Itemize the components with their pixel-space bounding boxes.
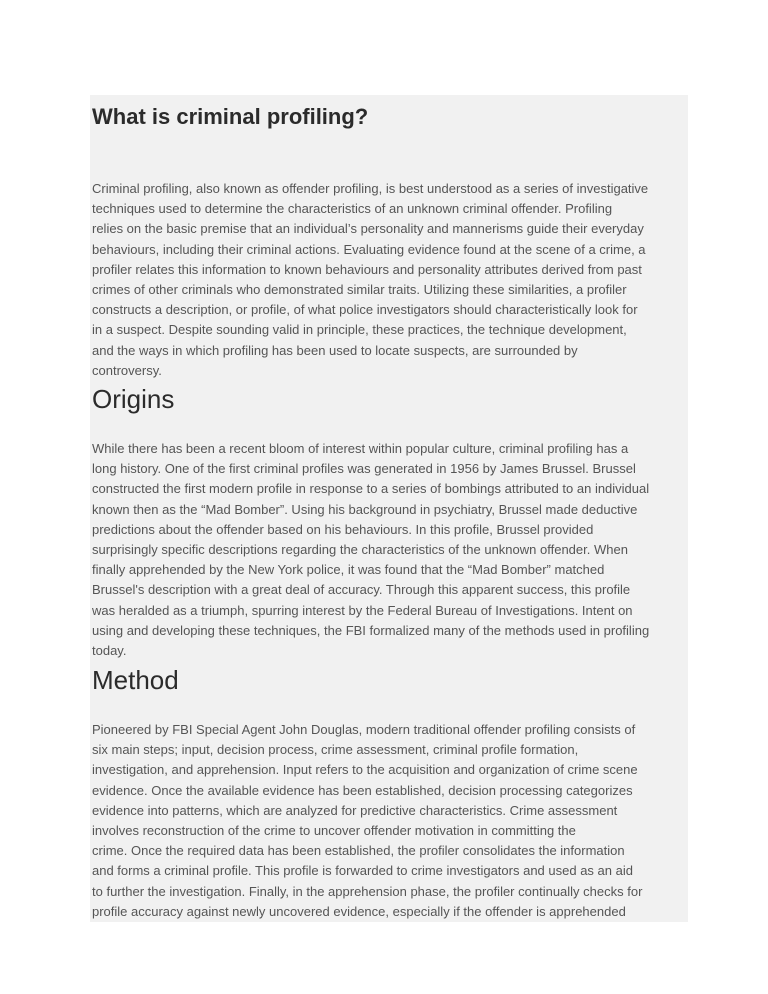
text-line: evidence into patterns, which are analyzed for predictive characteristics. Crime assessment: [92, 802, 618, 818]
text-line: investigation, and apprehension. Input refers to the acquisition and organization of crime scene: [92, 762, 638, 778]
heading-origins: Origins: [92, 384, 175, 414]
text-line: six main steps; input, decision process, crime assessment, criminal profile formation,: [92, 742, 579, 758]
text-line: to further the investigation. Finally, in the apprehension phase, the profiler continually checks for: [92, 883, 643, 899]
heading-what-is-criminal-profiling: What is criminal profiling?: [92, 104, 369, 129]
text-line: known then as the “Mad Bomber”. Using his background in psychiatry, Brussel made deductive: [92, 501, 638, 517]
text-line: evidence. Once the available evidence has been established, decision processing categorizes: [92, 782, 633, 798]
text-line: Pioneered by FBI Special Agent John Douglas, modern traditional offender profiling consists of: [92, 722, 636, 737]
text-line: long history. One of the first criminal profiles was generated in 1956 by James Brussel. Brussel: [92, 461, 636, 477]
text-line: profile accuracy against newly uncovered evidence, especially if the offender is apprehended: [92, 903, 626, 919]
text-line: Criminal profiling, also known as offender profiling, is best understood as a series of investigative: [92, 181, 649, 196]
paragraph-method: [92, 720, 642, 922]
text-line: predictions about the offender based on his behaviours. In this profile, Brussel provided: [92, 521, 594, 537]
text-line: crimes of other criminals who demonstrated similar traits. Utilizing these similarities, a profiler: [92, 281, 627, 297]
heading-method: Method: [92, 665, 179, 695]
text-line: finally apprehended by the New York police, it was found that the “Mad Bomber” matched: [92, 562, 605, 578]
text-line: surprisingly specific descriptions regarding the characteristics of the unknown offender. When: [92, 541, 628, 557]
text-line: and forms a criminal profile. This profile is forwarded to crime investigators and used as an aid: [92, 863, 633, 879]
text-line: involves reconstruction of the crime to uncover offender motivation in committing the: [92, 822, 576, 838]
text-line: and the ways in which profiling has been used to locate suspects, are surrounded by: [92, 342, 578, 358]
text-line: behaviours, including their criminal actions. Evaluating evidence found at the scene of a crime, a: [92, 241, 646, 257]
text-line: today.: [92, 642, 127, 658]
text-line: constructed the first modern profile in response to a series of bombings attributed to an individual: [92, 481, 650, 497]
paragraph-intro: [92, 179, 648, 381]
paragraph-origins: [92, 439, 649, 661]
text-line: crime. Once the required data has been established, the profiler consolidates the information: [92, 843, 625, 859]
text-line: using and developing these techniques, the FBI formalized many of the methods used in profiling: [92, 622, 650, 638]
text-line: profiler relates this information to known behaviours and personality attributes derived from past: [92, 261, 642, 277]
text-line: Brussel's description with a great deal of accuracy. Through this apparent success, this profile: [92, 582, 631, 598]
text-line: techniques used to determine the characteristics of an unknown criminal offender. Profiling: [92, 201, 613, 217]
text-line: relies on the basic premise that an individual’s personality and mannerisms guide their everyday: [92, 221, 644, 237]
text-line: controversy.: [92, 362, 162, 378]
text-line: constructs a description, or profile, of what police investigators should characteristically look for: [92, 302, 638, 318]
text-line: While there has been a recent bloom of interest within popular culture, criminal profiling has a: [92, 441, 629, 456]
text-line: in a suspect. Despite sounding valid in principle, these practices, the technique development,: [92, 322, 627, 338]
text-line: was heralded as a triumph, spurring interest by the Federal Bureau of Investigations. Intent on: [92, 602, 633, 618]
